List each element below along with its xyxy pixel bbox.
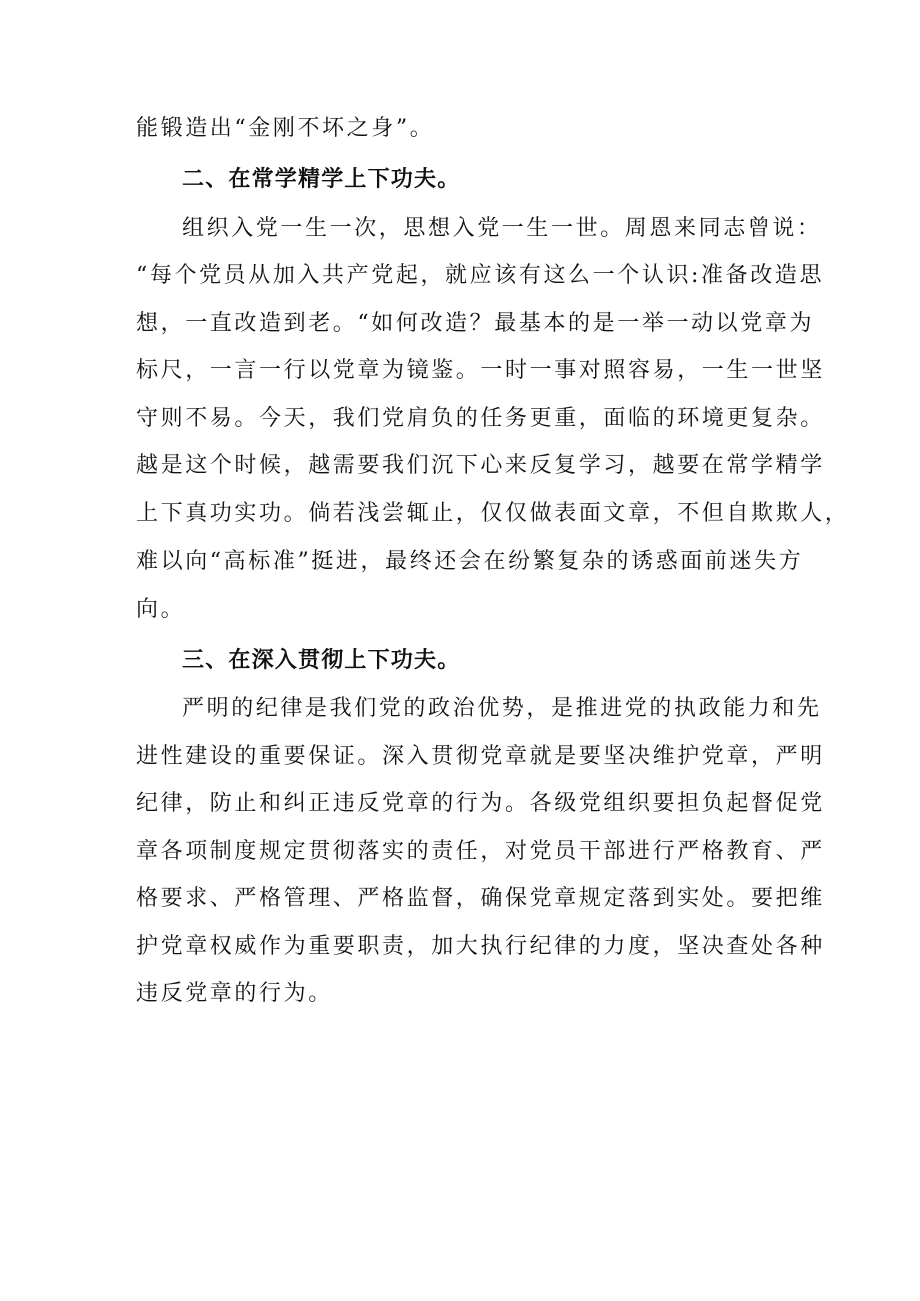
section-3-line: 进性建设的重要保证。深入贯彻党章就是要坚决维护党章，严明	[136, 744, 825, 769]
section-3-line: 格要求、严格管理、严格监督，确保党章规定落到实处。要把维	[136, 886, 825, 911]
section-2-line: 组织入党一生一次，思想入党一生一世。周恩来同志曾说：	[182, 216, 822, 241]
section-3-line: 纪律，防止和纠正违反党章的行为。各级党组织要担负起督促党	[136, 791, 825, 816]
section-2-line: 守则不易。今天，我们党肩负的任务更重，面临的环境更复杂。	[136, 406, 825, 431]
section-2-line: “每个党员从加入共产党起，就应该有这么一个认识:准备改造思	[136, 263, 825, 288]
intro-line: 能锻造出“金刚不坏之身”。	[136, 116, 435, 141]
section-3-line: 章各项制度规定贯彻落实的责任，对党员干部进行严格教育、严	[136, 839, 825, 864]
section-2-line: 想，一直改造到老。“如何改造？最基本的是一举一动以党章为	[136, 311, 815, 336]
section-2-line: 向。	[136, 597, 186, 622]
section-2-line: 上下真功实功。倘若浅尝辄止，仅仅做表面文章，不但自欺欺人，	[136, 501, 850, 526]
section-2-heading: 二、在常学精学上下功夫。	[182, 167, 461, 192]
section-3-heading: 三、在深入贯彻上下功夫。	[182, 648, 461, 673]
section-3-line: 违反党章的行为。	[136, 981, 333, 1006]
section-2-line: 越是这个时候，越需要我们沉下心来反复学习，越要在常学精学	[136, 453, 825, 478]
section-2-line: 标尺，一言一行以党章为镜鉴。一时一事对照容易，一生一世坚	[136, 358, 825, 383]
section-3-line: 护党章权威作为重要职责，加大执行纪律的力度，坚决查处各种	[136, 934, 825, 959]
section-2-line: 难以向“高标准”挺进，最终还会在纷繁复杂的诱惑面前迷失方	[136, 549, 804, 574]
section-3-line: 严明的纪律是我们党的政治优势，是推进党的执政能力和先	[182, 696, 822, 721]
